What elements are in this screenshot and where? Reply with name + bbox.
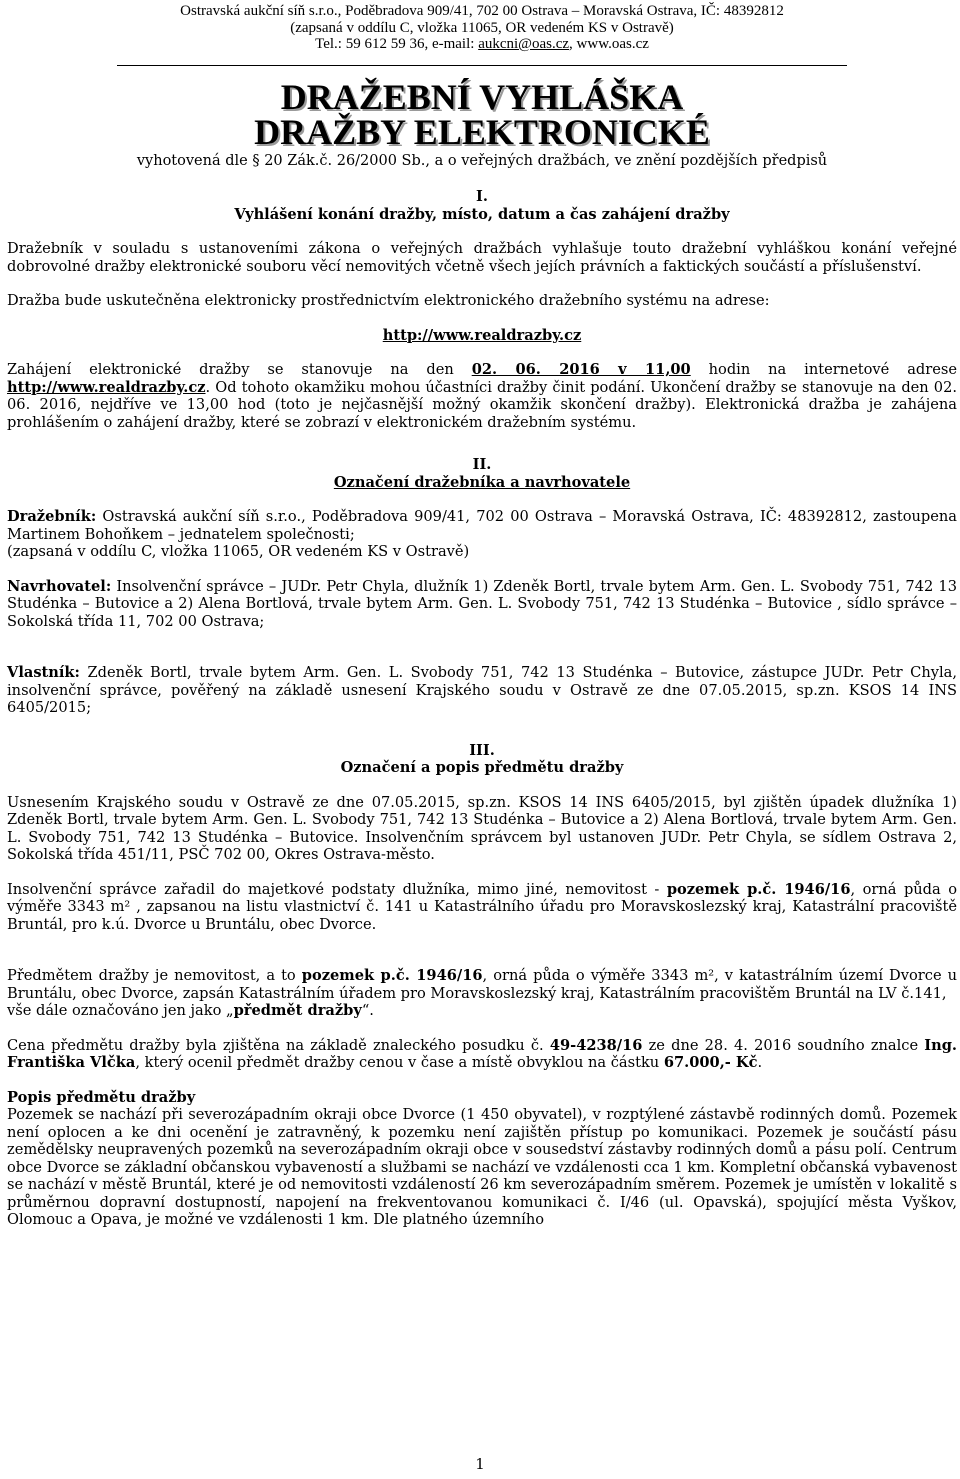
auction-url-link[interactable]: http://www.realdrazby.cz (382, 326, 582, 344)
subject-text-c: vše dále označováno jen jako „ (7, 1002, 234, 1019)
section-1-heading: Vyhlášení konání dražby, místo, datum a čas zahájení dražby (234, 205, 730, 223)
header-line-2: (zapsaná v oddílu C, vložka 11065, OR vedeném KS v Ostravě) (290, 19, 674, 36)
vlastnik-label: Vlastník: (7, 664, 80, 681)
section-2-heading (7, 474, 957, 492)
section-1-number: I. (476, 188, 488, 205)
section-3-heading: Označení a popis předmětu dražby (340, 759, 624, 776)
header-divider (117, 65, 847, 66)
email-link[interactable]: aukcni@oas.cz (478, 36, 570, 52)
company-header (7, 0, 957, 53)
start-text-c: . Od tohoto okamžiku mohou účastníci dražby činit podání. Ukončení dražby se stanovuje na den 02. 06. 2016, nejdříve ve 13,00 hod (toto je nejčasnější možný okamžik skončení dražby). Elektronická dražba je zahájena prohlášením o zahájení dražby, které se zobrazí v elektronickém dražebním systému. (7, 378, 957, 431)
subject-text-b: , orná půda o výměře 3343 m², v katastrálním území Dvorce u Bruntálu, obec Dvorce, zapsán Katastrálním úřadem pro Moravskoslezský kraj, Katastrálním pracovištěm Bruntál na LV č.141, (7, 967, 958, 1002)
header-contact: Tel.: 59 612 59 36, e-mail: (315, 36, 479, 52)
popis-text: Pozemek se nachází při severozápadním okraji obce Dvorce (1 450 obyvatel), v rozptýlené zástavbě rodinných domů. Pozemek není oplocen a ke dni ocenění je zatravněný, k pozemku není zajištěn přístup po komunikaci. Pozemek je součástí pásu zemědělsky neupravených pozemků na severozápadním okraji obce v sousedství zástavby rodinných domů a pásu polí. Centrum obce Dvorce se základní občanskou vybaveností a službami se nachází ve vzdálenosti cca 1 km. Kompletní občanská vybavenost se nachází v městě Bruntál, které je od nemovitosti vzdáleností 26 km severozápadním směrem. Pozemek je umístěn v lokalitě s průměrnou dopravní dostupností, napojení na frekventovanou komunikaci č. I/46 (ul. Opavská), spojující města Vyškov, Olomouc a Opava, je možné ve vzdálenosti 1 km. Dle platného územního (7, 1106, 957, 1228)
document-title: DRAŽEBNÍ VYHLÁŠKA (280, 76, 684, 117)
subject-parcel: pozemek p.č. 1946/16 (301, 967, 483, 984)
valuation-text-c: , který ocenil předmět dražby cenou v čase a místě obvyklou na částku (135, 1054, 664, 1071)
header-line-1: Ostravská aukční síň s.r.o., Poděbradova 909/41, 702 00 Ostrava – Moravská Ostrava, IČ: 48392812 (180, 3, 784, 19)
start-date: 02. 06. 2016 v 11,00 (471, 361, 691, 378)
asset-text-b: , orná půda o výměře 3343 m² , zapsanou na listu vlastnictví č. 141 u Katastrálního úřadu pro Moravskoslezský kraj, Katastrální pracoviště Bruntál, pro k.ú. Dvorce u Bruntálu, obec Dvorce. (7, 880, 957, 933)
drazebnik-label: Dražebník: (7, 508, 97, 525)
asset-parcel: pozemek p.č. 1946/16 (666, 880, 851, 898)
page-number: 1 (475, 1455, 485, 1473)
section-2-number: II. (472, 456, 492, 473)
section-1-address-text: Dražba bude uskutečněna elektronicky prostřednictvím elektronického dražebního systému na adrese: (7, 292, 770, 309)
drazebnik-registration: (zapsaná v oddílu C, vložka 11065, OR vedeném KS v Ostravě) (7, 543, 470, 560)
expert-name: Ing. Františka Vlčka (7, 1036, 958, 1071)
drazebnik-block (7, 508, 957, 543)
navrhovatel-label: Navrhovatel: (7, 577, 112, 595)
navrhovatel-block (7, 578, 957, 631)
section-1-start-info (7, 361, 957, 431)
start-url-link[interactable]: http://www.realdrazby.cz (7, 378, 206, 396)
subject-designation (7, 1002, 957, 1020)
section-3-court-order: Usnesením Krajského soudu v Ostravě ze dne 07.05.2015, sp.zn. KSOS 14 INS 6405/2015, byl zjištěn úpadek dlužníka 1) Zdeněk Bortl, trvale bytem Arm. Gen. L. Svobody 751, 742 13 Studénka – Butovice a 2) Alena Bortlová, trvale bytem Arm. Gen. L. Svobody 751, 742 13 Studénka – Butovice. Insolvenčním správcem byl ustanoven JUDr. Petr Chyla, se sídlem Ostrava 2, Sokolská třída 451/11, PSČ 702 00, Okres Ostrava-město. (7, 793, 957, 863)
subject-term: předmět dražby (233, 1002, 362, 1019)
start-text-a: Zahájení elektronické dražby se stanovuje na den (7, 361, 472, 378)
header-line-3 (7, 36, 957, 53)
navrhovatel-text: Insolvenční správce – JUDr. Petr Chyla, dlužník 1) Zdeněk Bortl, trvale bytem Arm. Gen. L. Svobody 751, 742 13 Studénka – Butovice a 2) Alena Bortlová, trvale bytem Arm. Gen. L. Svobody 751, 742 13 Studénka – Butovice , sídlo správce – Sokolská třída 11, 702 00 Ostrava; (7, 577, 957, 630)
legal-basis: vyhotovená dle § 20 Zák.č. 26/2000 Sb., a o veřejných dražbách, ve znění pozdějších předpisů (136, 152, 828, 169)
section-3-subject (7, 967, 957, 1002)
valuation-amount: 67.000,- Kč (663, 1054, 758, 1071)
valuation-text-a: Cena předmětu dražby byla zjištěna na základě znaleckého posudku č. (7, 1036, 550, 1054)
valuation-text-b: ze dne 28. 4. 2016 soudního znalce (642, 1036, 925, 1054)
popis-heading-text: Popis předmětu dražby (7, 1088, 196, 1106)
expert-report-number: 49-4238/16 (549, 1036, 643, 1054)
section-1-intro: Dražebník v souladu s ustanoveními zákona o veřejných dražbách vyhlašuje touto dražební vyhláškou konání veřejné dobrovolné dražby elektronické souboru věcí nemovitých včetně všech jejích právních a faktických součástí a příslušenství. (7, 240, 957, 275)
subject-text-d: “. (361, 1002, 374, 1019)
drazebnik-text: Ostravská aukční síň s.r.o., Poděbradova 909/41, 702 00 Ostrava – Moravská Ostrava, IČ: 48392812, zastoupena Martinem Bohoňkem – jednatelem společnosti; (7, 508, 957, 543)
asset-text-a: Insolvenční správce zařadil do majetkové podstaty dlužníka, mimo jiné, nemovitost - (7, 880, 667, 898)
vlastnik-block (7, 664, 957, 717)
start-text-b: hodin na internetové adrese (690, 361, 957, 378)
valuation-text-d: . (757, 1054, 763, 1071)
auction-url-line (7, 327, 957, 345)
document-subtitle-title: DRAŽBY ELEKTRONICKÉ (254, 111, 710, 152)
section-3-insolvency-asset (7, 881, 957, 934)
document-page (7, 0, 957, 1229)
header-separator: , (569, 36, 577, 52)
section-3-valuation (7, 1037, 957, 1072)
web-address: www.oas.cz (576, 36, 649, 52)
popis-heading (7, 1089, 957, 1107)
vlastnik-text: Zdeněk Bortl, trvale bytem Arm. Gen. L. Svobody 751, 742 13 Studénka – Butovice, zástupce JUDr. Petr Chyla, insolvenční správce, pověřený na základě usnesení Krajského soudu v Ostravě ze dne 07.05.2015, sp.zn. KSOS 14 INS 6405/2015; (7, 664, 957, 716)
subject-text-a: Předmětem dražby je nemovitost, a to (7, 967, 302, 984)
section-2-heading-text: Označení dražebníka a navrhovatele (333, 473, 631, 491)
section-3-number: III. (469, 741, 495, 759)
